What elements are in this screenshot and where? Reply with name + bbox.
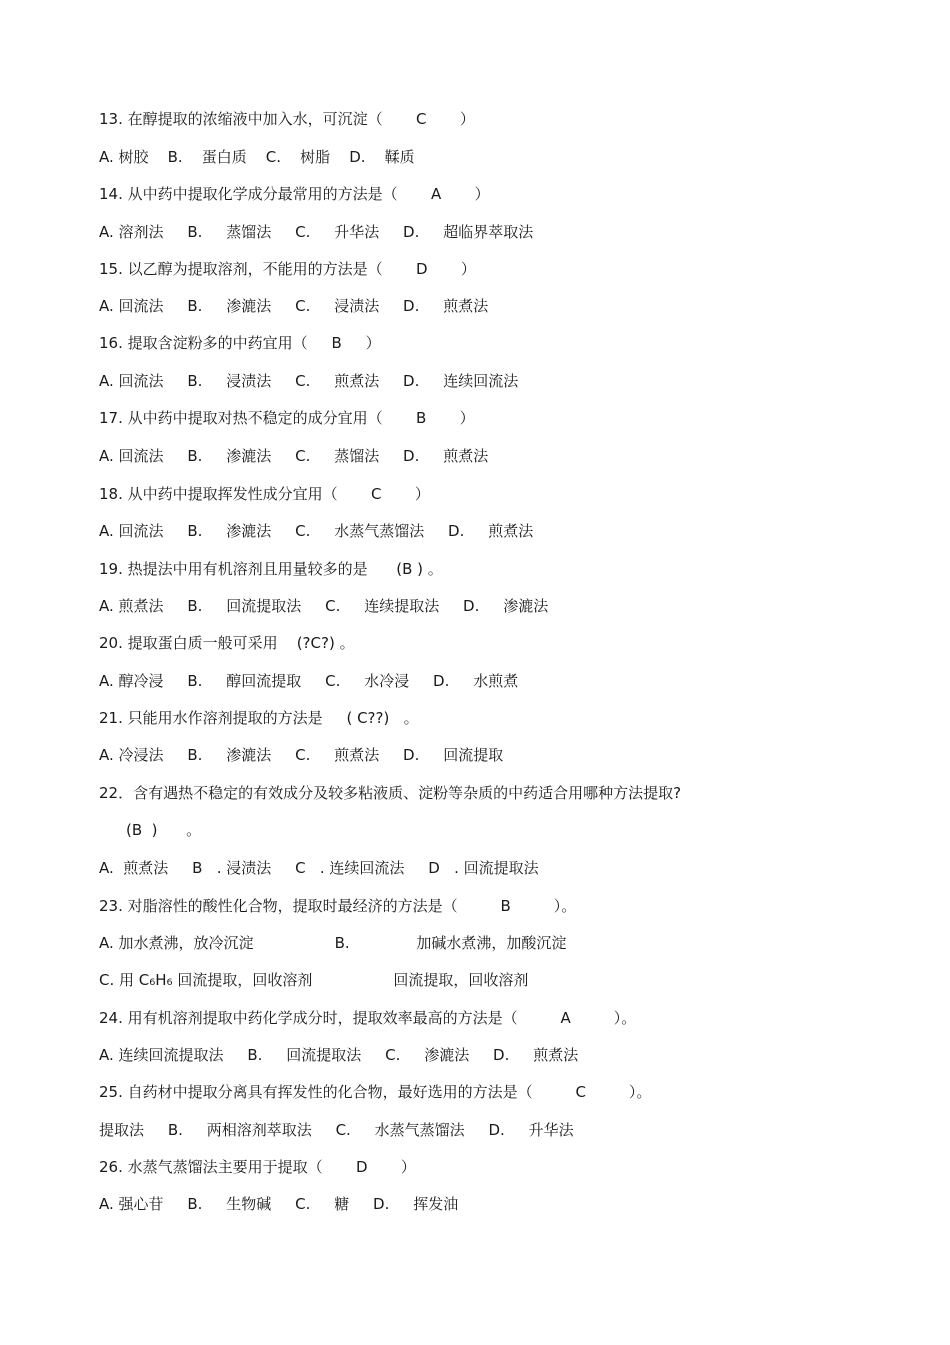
options-22: A. 煎煮法 B . 浸渍法 C . 连续回流法 D . 回流提取法 [99, 859, 539, 877]
question-24: 24. 用有机溶剂提取中药化学成分时，提取效率最高的方法是（ A ）。 [99, 1009, 637, 1027]
question-15: 15. 以乙醇为提取溶剂，不能用的方法是（ D ） [99, 260, 476, 278]
question-25: 25. 自药材中提取分离具有挥发性的化合物，最好选用的方法是（ C ）。 [99, 1083, 652, 1101]
options-17: A. 回流法 B. 渗漉法 C. 蒸馏法 D. 煎煮法 [99, 447, 489, 465]
options-19: A. 煎煮法 B. 回流提取法 C. 连续提取法 D. 渗漉法 [99, 597, 549, 615]
question-20: 20. 提取蛋白质一般可采用 (?C?) 。 [99, 634, 355, 652]
options-13: A. 树胶 B. 蛋白质 C. 树脂 D. 鞣质 [99, 148, 415, 166]
question-17: 17. 从中药中提取对热不稳定的成分宜用（ B ） [99, 409, 475, 427]
options-15: A. 回流法 B. 渗漉法 C. 浸渍法 D. 煎煮法 [99, 297, 489, 315]
options-23-ab: A. 加水煮沸，放冷沉淀 B. 加碱水煮沸，加酸沉淀 [99, 934, 567, 952]
options-24: A. 连续回流提取法 B. 回流提取法 C. 渗漉法 D. 煎煮法 [99, 1046, 579, 1064]
question-22: 22．含有遇热不稳定的有效成分及较多粘液质、淀粉等杂质的中药适合用哪种方法提取? [99, 784, 682, 802]
options-20: A. 醇冷浸 B. 醇回流提取 C. 水冷浸 D. 水煎煮 [99, 672, 519, 690]
question-18: 18. 从中药中提取挥发性成分宜用（ C ） [99, 485, 430, 503]
options-14: A. 溶剂法 B. 蒸馏法 C. 升华法 D. 超临界萃取法 [99, 223, 534, 241]
options-23-cd: C. 用 C₆H₆ 回流提取，回收溶剂 回流提取，回收溶剂 [99, 971, 529, 989]
question-21: 21. 只能用水作溶剂提取的方法是 ( C??) 。 [99, 709, 419, 727]
options-25: 提取法 B. 两相溶剂萃取法 C. 水蒸气蒸馏法 D. 升华法 [99, 1121, 574, 1139]
question-13: 13. 在醇提取的浓缩液中加入水，可沉淀（ C ） [99, 110, 475, 128]
options-21: A. 冷浸法 B. 渗漉法 C. 煎煮法 D. 回流提取 [99, 746, 504, 764]
question-26: 26. 水蒸气蒸馏法主要用于提取（ D ） [99, 1158, 416, 1176]
question-19: 19. 热提法中用有机溶剂且用量较多的是 (B ) 。 [99, 560, 443, 578]
options-26: A. 强心苷 B. 生物碱 C. 糖 D. 挥发油 [99, 1195, 459, 1213]
question-16: 16. 提取含淀粉多的中药宜用（ B ） [99, 334, 381, 352]
question-14: 14. 从中药中提取化学成分最常用的方法是（ A ） [99, 185, 490, 203]
question-23: 23. 对脂溶性的酸性化合物，提取时最经济的方法是（ B ）。 [99, 897, 577, 915]
options-16: A. 回流法 B. 浸渍法 C. 煎煮法 D. 连续回流法 [99, 372, 519, 390]
answer-22: (B ) 。 [126, 821, 202, 839]
options-18: A. 回流法 B. 渗漉法 C. 水蒸气蒸馏法 D. 煎煮法 [99, 522, 534, 540]
